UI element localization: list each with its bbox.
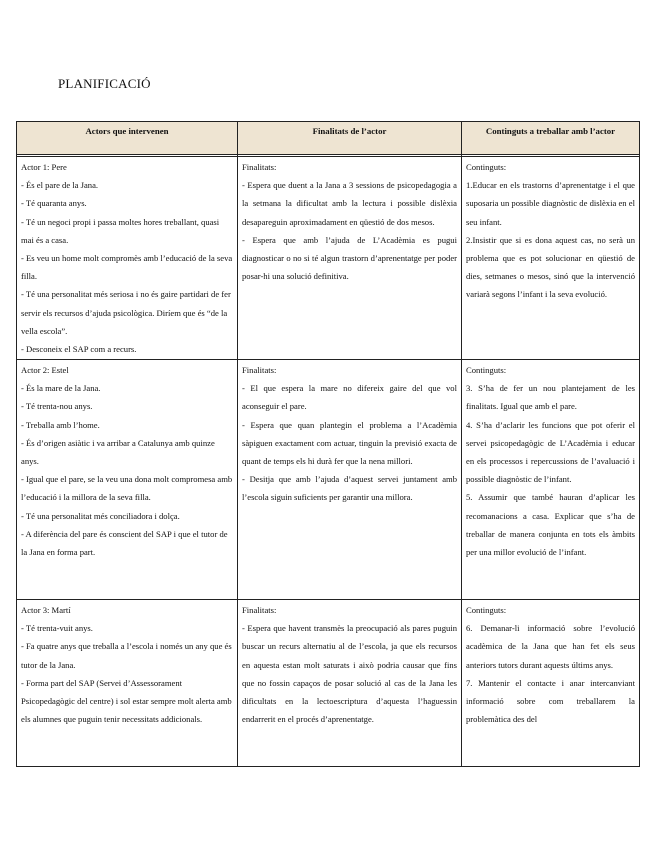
finalitats-cell bbox=[238, 600, 462, 767]
finalitats-heading: Finalitats: bbox=[242, 162, 277, 172]
page-title: PLANIFICACIÓ bbox=[58, 76, 151, 91]
actor-cell bbox=[17, 157, 238, 360]
actor-line: - A diferència del pare és conscient del SAP i que el tutor de la Jana en forma part. bbox=[21, 528, 228, 558]
finalitats-cell bbox=[238, 157, 462, 360]
finalitats-line: - Espera que havent transmès la preocupació als pares puguin buscar un recurs alternatiu al de l’escola, ja que els recursos en aquesta estan molt saturats i això podria causar que fins que no fossin capaços de posar solució al cas de la Jana les dificultats en la lectoescriptura d’aquesta l’haguessin endarrerit en el procés d’aprenentatge. bbox=[242, 623, 457, 725]
header-actors: Actors que intervenen bbox=[17, 122, 238, 155]
table-row bbox=[17, 600, 640, 767]
actor-heading: Actor 2: Estel bbox=[21, 365, 69, 375]
continguts-line: 2.Insistir que si es dona aquest cas, no serà un problema que es pot solucionar en qüestió de dies, setmanes o mesos, sinó que la intervenció variarà segons l’infant i la seva evolució. bbox=[466, 234, 635, 300]
actor-line: - És d’origen asiàtic i va arribar a Catalunya amb quinze anys. bbox=[21, 437, 215, 467]
continguts-line: 4. S’ha d’aclarir les funcions que pot oferir el servei psicopedagògic de L’Acadèmia i educar en els processos i repercussions de l’avaluació i possible diagnòstic de l’infant. bbox=[466, 419, 635, 485]
actor-line: - Es veu un home molt compromès amb l’educació de la seva filla. bbox=[21, 253, 233, 282]
actor-line: - Té trenta-vuit anys. bbox=[21, 623, 93, 634]
planning-table bbox=[16, 121, 640, 767]
header-finalitats: Finalitats de l’actor bbox=[238, 122, 462, 155]
continguts-line: 7. Mantenir el contacte i anar intercanviant informació sobre com treballarem la problemàtica des del bbox=[466, 677, 635, 725]
table-row bbox=[17, 360, 640, 600]
finalitats-line: - El que espera la mare no difereix gaire del que vol aconseguir el pare. bbox=[242, 383, 457, 412]
continguts-cell bbox=[462, 600, 640, 767]
actor-line: - És la mare de la Jana. bbox=[21, 383, 101, 394]
actor-line: - Té trenta-nou anys. bbox=[21, 401, 93, 412]
finalitats-line: - Desitja que amb l’ajuda d’aquest servei juntament amb l’escola siguin suficients per garantir una millora. bbox=[242, 474, 457, 503]
actor-line: - Té una personalitat més conciliadora i dolça. bbox=[21, 510, 180, 521]
continguts-heading: Continguts: bbox=[466, 365, 507, 375]
finalitats-heading: Finalitats: bbox=[242, 365, 277, 375]
actor-heading: Actor 3: Martí bbox=[21, 605, 71, 615]
continguts-cell bbox=[462, 360, 640, 600]
actor-line: - Forma part del SAP (Servei d’Assessorament Psicopedagògic del centre) i sol estar sempre molt alerta amb els alumnes que puguin tenir necessitats addicionals. bbox=[21, 677, 232, 725]
finalitats-line: - Espera que amb l’ajuda de L’Acadèmia es pugui diagnosticar o no si té algun trastorn d’aprenentatge per poder posar-hi una solució definitiva. bbox=[242, 234, 457, 282]
table-row bbox=[17, 157, 640, 360]
actor-line: - Igual que el pare, se la veu una dona molt compromesa amb l’educació i la millora de la seva filla. bbox=[21, 474, 233, 503]
actor-line: - Desconeix el SAP com a recurs. bbox=[21, 344, 137, 355]
continguts-line: 3. S’ha de fer un nou plantejament de les finalitats. Igual que amb el pare. bbox=[466, 383, 635, 412]
continguts-line: 1.Educar en els trastorns d’aprenentatge i el que suposaria un possible diagnòstic de dislèxia en el seu infant. bbox=[466, 180, 635, 227]
table-header-row bbox=[17, 122, 640, 155]
actor-cell bbox=[17, 600, 238, 767]
actor-line: - Té una personalitat més seriosa i no és gaire partidari de fer servir els recursos d’ajuda psicològica. Diríem que és “de la vella escola”. bbox=[21, 289, 231, 336]
continguts-heading: Continguts: bbox=[466, 162, 507, 172]
continguts-line: 5. Assumir que també hauran d’aplicar les recomanacions a casa. Explicar que s’ha de treballar de manera conjunta en tots els àmbits per una millor evolució de l’infant. bbox=[466, 492, 635, 558]
actor-cell bbox=[17, 360, 238, 600]
finalitats-line: - Espera que duent a la Jana a 3 sessions de psicopedagogia a la setmana la dificultat amb la lectura i possible dislèxia desapareguin aproximadament en qüestió de dos mesos. bbox=[242, 180, 457, 227]
continguts-heading: Continguts: bbox=[466, 605, 507, 615]
finalitats-cell bbox=[238, 360, 462, 600]
actor-heading: Actor 1: Pere bbox=[21, 162, 67, 172]
continguts-line: 6. Demanar-li informació sobre l’evolució acadèmica de la Jana que han fet els seus anteriors tutors durant aquests últims anys. bbox=[466, 623, 635, 670]
actor-line: - Té un negoci propi i passa moltes hores treballant, quasi mai és a casa. bbox=[21, 216, 220, 245]
actor-line: - És el pare de la Jana. bbox=[21, 180, 99, 191]
actor-line: - Fa quatre anys que treballa a l’escola i només un any que és tutor de la Jana. bbox=[21, 641, 232, 670]
actor-line: - Té quaranta anys. bbox=[21, 198, 87, 209]
finalitats-heading: Finalitats: bbox=[242, 605, 277, 615]
header-continguts: Continguts a treballar amb l’actor bbox=[462, 122, 640, 155]
continguts-cell bbox=[462, 157, 640, 360]
finalitats-line: - Espera que quan plantegin el problema a l’Acadèmia sàpiguen exactament com actuar, tinguin la previsió exacta de quant de temps els hi durà fer que la nena millori. bbox=[242, 419, 457, 467]
actor-line: - Treballa amb l’home. bbox=[21, 419, 100, 430]
